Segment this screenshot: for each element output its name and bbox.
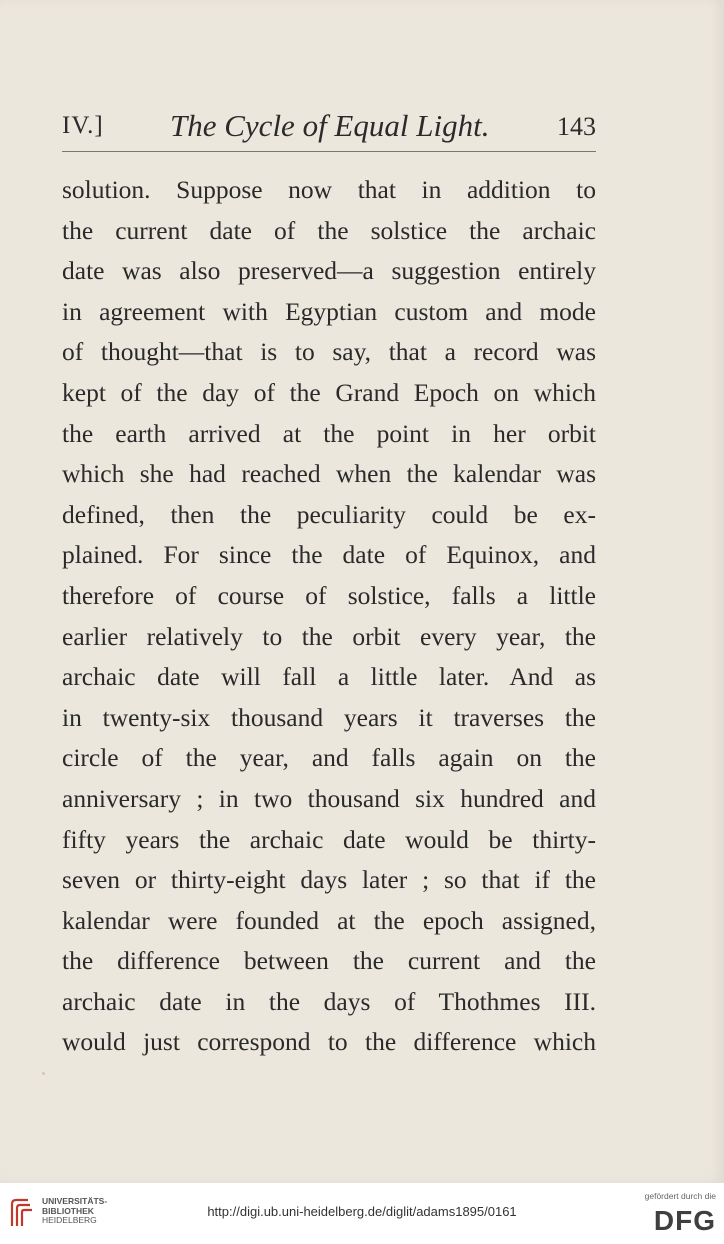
text-line: the current date of the solstice the archaic	[62, 215, 596, 245]
text-line: archaic date will fall a little later. And as	[62, 662, 596, 692]
text-line: plained. For since the date of Equinox, and	[62, 540, 596, 570]
paper-speck	[42, 1072, 45, 1075]
text-line: earlier relatively to the orbit every year, the	[62, 621, 596, 651]
text-line: kept of the day of the Grand Epoch on which	[62, 377, 596, 407]
text-line: in agreement with Egyptian custom and mode	[62, 296, 596, 326]
text-line: therefore of course of solstice, falls a little	[62, 580, 596, 610]
library-name-line: BIBLIOTHEK	[42, 1205, 94, 1216]
text-line: kalendar were founded at the epoch assigned,	[62, 905, 596, 935]
text-line: date was also preserved—a suggestion entirely	[62, 256, 596, 286]
text-line: fifty years the archaic date would be thirty-	[62, 824, 596, 854]
text-line: solution. Suppose now that in addition to	[62, 175, 596, 204]
text-line: seven or thirty-eight days later ; so that if the	[62, 865, 596, 895]
text-line: the difference between the current and the	[62, 946, 596, 976]
text-line: which she had reached when the kalendar was	[62, 459, 596, 489]
header-rule	[62, 151, 596, 152]
text-line: would just correspond to the difference which	[62, 1027, 596, 1057]
library-name-line: HEIDELBERG	[42, 1215, 97, 1226]
text-line: anniversary ; in two thousand six hundred and	[62, 783, 596, 813]
text-line: circle of the year, and falls again on the	[62, 743, 596, 773]
text-line: archaic date in the days of Thothmes III.	[62, 986, 596, 1016]
source-url[interactable]: http://digi.ub.uni-heidelberg.de/diglit/adams1895/0161	[207, 1204, 517, 1219]
running-title: The Cycle of Equal Light.	[170, 108, 490, 143]
chapter-number: IV.]	[62, 112, 104, 139]
text-line: defined, then the peculiarity could be ex-	[62, 499, 596, 529]
digitization-footer	[0, 1183, 724, 1244]
text-line: the earth arrived at the point in her orbit	[62, 418, 596, 448]
page-number: 143	[557, 112, 596, 141]
funding-text: gefördert durch die	[644, 1191, 716, 1201]
text-line: of thought—that is to say, that a record was	[62, 337, 596, 367]
body-text	[62, 170, 596, 1063]
library-name-line: UNIVERSITÄTS-	[42, 1196, 108, 1206]
dfg-logo: DFG	[653, 1205, 716, 1236]
text-line: in twenty-six thousand years it traverses the	[62, 702, 596, 732]
running-header	[62, 108, 596, 148]
